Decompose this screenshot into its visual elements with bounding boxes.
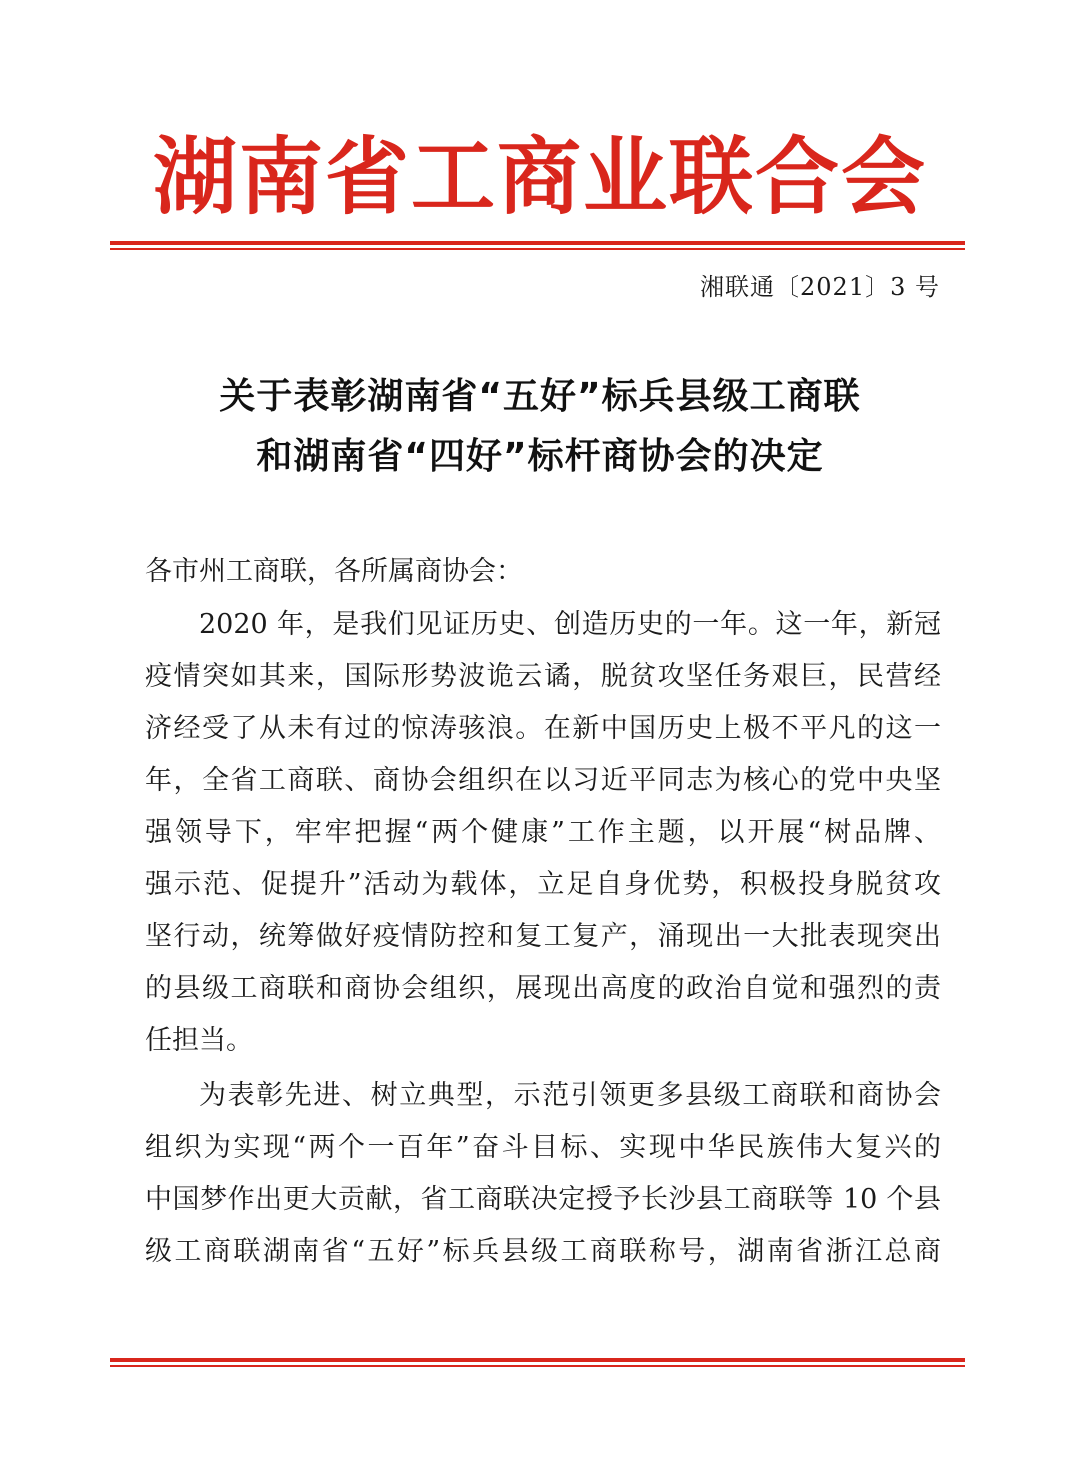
paragraph-1-line-7: 坚行动，统筹做好疫情防控和复工复产，涌现出一大批表现突出 bbox=[145, 921, 941, 952]
paragraph-1-line-6: 强示范、促提升”活动为载体，立足自身优势，积极投身脱贫攻 bbox=[145, 869, 941, 900]
paragraph-2-line-4: 级工商联湖南省“五好”标兵县级工商联称号，湖南省浙江总商 bbox=[145, 1236, 941, 1267]
footer-divider bbox=[110, 1358, 965, 1367]
paragraph-1-line-3: 济经受了从未有过的惊涛骇浪。在新中国历史上极不平凡的这一 bbox=[145, 713, 941, 744]
document-title-line-1: 关于表彰湖南省“五好”标兵县级工商联 bbox=[219, 376, 861, 417]
paragraph-1-line-9: 任担当。 bbox=[145, 1025, 253, 1056]
paragraph-2-line-1: 为表彰先进、树立典型，示范引领更多县级工商联和商协会 bbox=[199, 1080, 941, 1111]
header-divider bbox=[110, 241, 965, 250]
organization-header: 湖南省工商业联合会 bbox=[152, 128, 927, 226]
salutation: 各市州工商联，各所属商协会： bbox=[145, 556, 523, 587]
paragraph-2-line-3: 中国梦作出更大贡献，省工商联决定授予长沙县工商联等 10 个县 bbox=[145, 1184, 941, 1215]
document-number: 湘联通〔2021〕3 号 bbox=[700, 273, 940, 301]
paragraph-1-line-8: 的县级工商联和商协会组织，展现出高度的政治自觉和强烈的责 bbox=[145, 973, 941, 1004]
paragraph-1-line-4: 年，全省工商联、商协会组织在以习近平同志为核心的党中央坚 bbox=[145, 765, 941, 796]
document-title-line-2: 和湖南省“四好”标杆商协会的决定 bbox=[256, 436, 824, 477]
paragraph-1-line-2: 疫情突如其来，国际形势波诡云谲，脱贫攻坚任务艰巨，民营经 bbox=[145, 661, 941, 692]
paragraph-1-line-5: 强领导下，牢牢把握“两个健康”工作主题，以开展“树品牌、 bbox=[145, 817, 941, 848]
paragraph-1-line-1: 2020 年，是我们见证历史、创造历史的一年。这一年，新冠 bbox=[199, 609, 941, 640]
paragraph-2-line-2: 组织为实现“两个一百年”奋斗目标、实现中华民族伟大复兴的 bbox=[145, 1132, 941, 1163]
